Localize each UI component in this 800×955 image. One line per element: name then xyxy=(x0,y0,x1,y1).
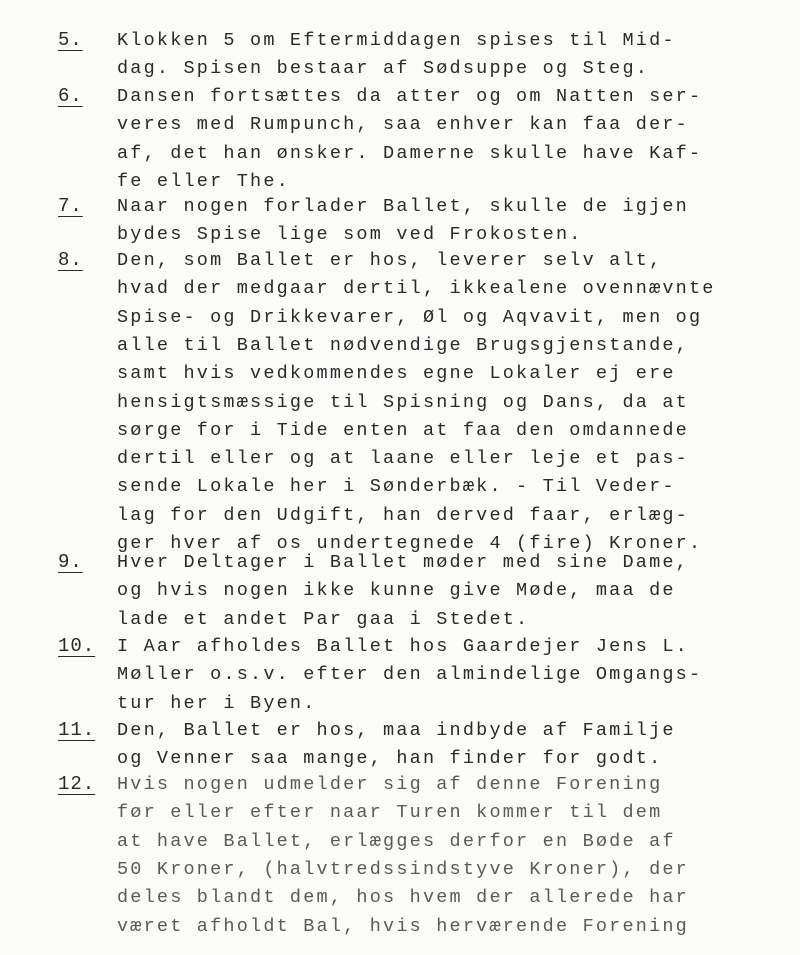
item-number: 10. xyxy=(58,635,96,657)
item-text-line: af, det han ønsker. Damerne skulle have Kaf- xyxy=(117,142,703,164)
item-text-line: sende Lokale her i Sønderbæk. - Til Veder- xyxy=(117,476,676,498)
item-number: 6. xyxy=(58,85,83,107)
item-text-line: dag. Spisen bestaar af Sødsuppe og Steg. xyxy=(117,58,650,80)
item-text-line: 50 Kroner, (halvtredssindstyve Kroner), der xyxy=(117,858,689,880)
item-text-line: hvad der medgaar dertil, ikkealene ovennævnte xyxy=(117,278,716,300)
item-text-line: Naar nogen forlader Ballet, skulle de igjen xyxy=(117,196,689,217)
item-text-line: ger hver af os undertegnede 4 (fire) Kroner. xyxy=(117,533,703,554)
item-text-line: deles blandt dem, hos hvem der allerede har xyxy=(117,887,689,909)
item-text-line: samt hvis vedkommendes egne Lokaler ej ere xyxy=(117,363,676,385)
item-text-line: dertil eller og at laane eller leje et pas- xyxy=(117,448,689,470)
item-text-line: alle til Ballet nødvendige Brugsgjenstande, xyxy=(117,334,689,356)
item-text-line: Hver Deltager i Ballet møder med sine Dame, xyxy=(117,552,689,573)
item-text-line: og Venner saa mange, han finder for godt. xyxy=(117,748,663,770)
item-text-line: og hvis nogen ikke kunne give Møde, maa de xyxy=(117,580,676,602)
item-text-line: Den, Ballet er hos, maa indbyde af Familje xyxy=(117,720,676,741)
item-text-line: at have Ballet, erlægges derfor en Bøde af xyxy=(117,830,676,852)
item-text-line: I Aar afholdes Ballet hos Gaardejer Jens L. xyxy=(117,636,689,657)
item-text-line: før eller efter naar Turen kommer til dem xyxy=(117,802,663,824)
item-number: 7. xyxy=(58,195,83,217)
item-number: 12. xyxy=(58,773,96,795)
item-text-line: tur her i Byen. xyxy=(117,692,317,714)
item-text-line: Hvis nogen udmelder sig af denne Forening xyxy=(117,774,663,795)
item-text-line: Klokken 5 om Eftermiddagen spises til Mid- xyxy=(117,30,676,51)
item-text-line: veres med Rumpunch, saa enhver kan faa der- xyxy=(117,114,689,136)
item-text-line: lade et andet Par gaa i Stedet. xyxy=(117,608,530,630)
item-text-line: Den, som Ballet er hos, leverer selv alt, xyxy=(117,250,663,271)
item-text-line: været afholdt Bal, hvis herværende Forening xyxy=(117,915,689,937)
item-text-line: Spise- og Drikkevarer, Øl og Aqvavit, men og xyxy=(117,306,703,328)
item-text-line: sørge for i Tide enten at faa den omdannede xyxy=(117,419,689,441)
item-text-line: lag for den Udgift, han derved faar, erlæg- xyxy=(117,504,689,526)
item-text-line: Dansen fortsættes da atter og om Natten ser- xyxy=(117,86,703,107)
item-text-line: fe eller The. xyxy=(117,170,290,192)
item-number: 8. xyxy=(58,249,83,271)
item-text-line: hensigtsmæssige til Spisning og Dans, da at xyxy=(117,391,689,413)
item-number: 9. xyxy=(58,551,83,573)
item-number: 5. xyxy=(58,29,83,51)
item-text-line: bydes Spise lige som ved Frokosten. xyxy=(117,224,583,246)
item-text-line: Møller o.s.v. efter den almindelige Omgangs- xyxy=(117,664,703,686)
item-number: 11. xyxy=(58,719,96,741)
